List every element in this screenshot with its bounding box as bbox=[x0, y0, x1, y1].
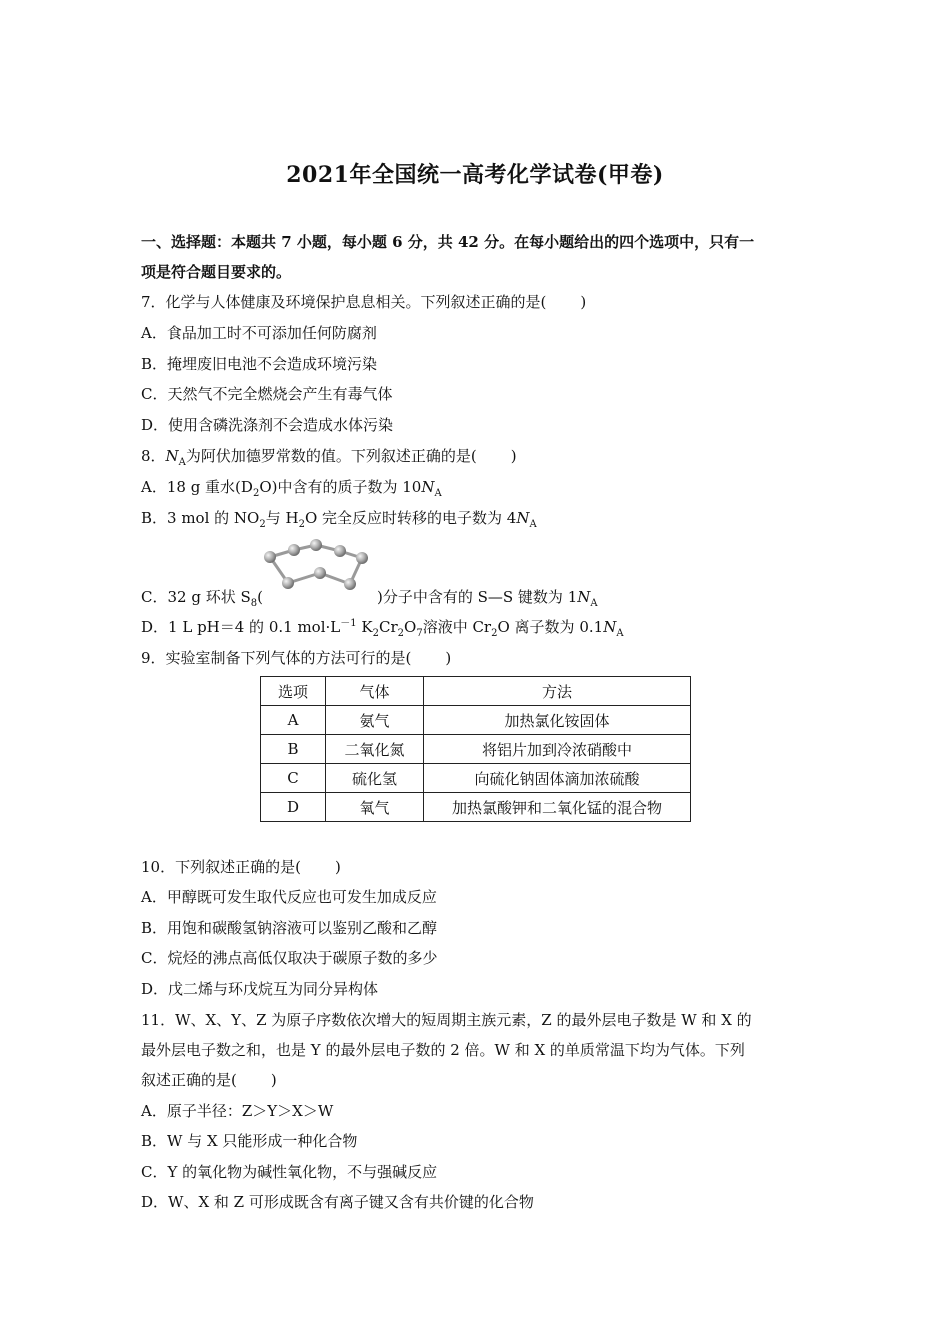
q7-stem-close: ) bbox=[580, 293, 587, 311]
q8-d-text: D．1 L pH＝4 的 0.1 mol·L bbox=[141, 618, 341, 636]
q10-stem-text: 10．下列叙述正确的是( bbox=[141, 858, 301, 876]
avogadro-subscript: A bbox=[178, 457, 186, 468]
q9-stem-close: ) bbox=[445, 649, 452, 667]
q8-number: 8． bbox=[141, 447, 166, 465]
table-row bbox=[261, 706, 691, 735]
sulfur-atom bbox=[288, 544, 300, 556]
table-header-row bbox=[261, 677, 691, 706]
q10-stem-close: ) bbox=[334, 858, 341, 876]
q8-c-text: C．32 g 环状 S bbox=[141, 588, 251, 606]
q11-stem-line2: 最外层电子数之和，也是 Y 的最外层电子数的 2 倍。W 和 X 的单质常温下均为气体。下列 bbox=[141, 1041, 745, 1059]
section-instructions-line2: 项是符合题目要求的。 bbox=[141, 263, 292, 281]
q8-d-text3: Cr bbox=[378, 618, 398, 636]
avogadro-symbol: N bbox=[603, 618, 617, 636]
q8-d-sup: －1 bbox=[340, 618, 357, 629]
table-cell: 将铝片加到冷浓硝酸中 bbox=[424, 735, 691, 764]
sulfur-atom bbox=[264, 551, 276, 563]
q8-stem bbox=[141, 446, 517, 466]
q8-c-text2: )分子中含有的 S—S 键数为 1 bbox=[376, 588, 578, 606]
q8-b-text2: 与 H bbox=[265, 509, 299, 527]
q11-option-b: B．W 与 X 只能形成一种化合物 bbox=[141, 1132, 358, 1150]
table-row bbox=[261, 764, 691, 793]
q10-option-a: A．甲醇既可发生取代反应也可发生加成反应 bbox=[141, 888, 437, 906]
q8-a-text: A．18 g 重水(D bbox=[141, 478, 253, 496]
q8-a-sub: 2 bbox=[252, 488, 260, 499]
q11-option-c: C．Y 的氧化物为碱性氧化物，不与强碱反应 bbox=[141, 1163, 438, 1181]
q7-stem bbox=[141, 292, 586, 312]
avogadro-subscript: A bbox=[616, 628, 624, 639]
s8-ring-molecule-figure bbox=[258, 535, 370, 591]
avogadro-symbol: N bbox=[421, 478, 435, 496]
q10-option-d: D．戊二烯与环戊烷互为同分异构体 bbox=[141, 980, 379, 998]
q11-stem-close: ) bbox=[270, 1071, 277, 1089]
q11-option-d: D．W、X 和 Z 可形成既含有离子键又含有共价键的化合物 bbox=[141, 1193, 534, 1211]
q10-option-b: B．用饱和碳酸氢钠溶液可以鉴别乙酸和乙醇 bbox=[141, 919, 438, 937]
q8-d-text5: 溶液中 Cr bbox=[422, 618, 492, 636]
q7-option-b: B．掩埋废旧电池不会造成环境污染 bbox=[141, 355, 378, 373]
q8-option-d bbox=[141, 617, 624, 637]
q8-stem-text: 为阿伏加德罗常数的值。下列叙述正确的是( bbox=[185, 447, 477, 465]
table-row bbox=[261, 793, 691, 822]
q11-stem-text: 叙述正确的是( bbox=[141, 1071, 237, 1089]
q7-option-d: D．使用含磷洗涤剂不会造成水体污染 bbox=[141, 416, 394, 434]
avogadro-symbol: N bbox=[516, 509, 530, 527]
avogadro-subscript: A bbox=[434, 488, 442, 499]
q9-stem bbox=[141, 648, 451, 668]
q10-option-c: C．烷烃的沸点高低仅取决于碳原子数的多少 bbox=[141, 949, 438, 967]
q8-b-text3: O 完全反应时转移的电子数为 4 bbox=[304, 509, 517, 527]
table-cell: 硫化氢 bbox=[326, 764, 424, 793]
q8-b-sub2: 2 bbox=[298, 519, 305, 530]
q8-d-text6: O 离子数为 0.1 bbox=[497, 618, 604, 636]
q7-stem-text: 7．化学与人体健康及环境保护息息相关。下列叙述正确的是( bbox=[141, 293, 547, 311]
q7-option-a: A．食品加工时不可添加任何防腐剂 bbox=[141, 324, 377, 342]
sulfur-atoms bbox=[264, 539, 368, 590]
q8-option-a bbox=[141, 477, 442, 497]
table-cell: 加热氯酸钾和二氧化锰的混合物 bbox=[424, 793, 691, 822]
table-header-cell: 选项 bbox=[261, 677, 326, 706]
page-title: 2021年全国统一高考化学试卷(甲卷) bbox=[286, 162, 664, 188]
avogadro-symbol: N bbox=[165, 447, 179, 465]
q8-d-text4: O bbox=[404, 618, 417, 636]
table-cell: B bbox=[261, 735, 326, 764]
q8-d-text2: K bbox=[356, 618, 373, 636]
table-header-cell: 气体 bbox=[326, 677, 424, 706]
q8-d-sub3: 7 bbox=[416, 628, 423, 639]
table-header-cell: 方法 bbox=[424, 677, 691, 706]
sulfur-atom bbox=[356, 552, 368, 564]
q8-option-b bbox=[141, 508, 537, 528]
table-cell: 加热氯化铵固体 bbox=[424, 706, 691, 735]
q8-stem-close: ) bbox=[510, 447, 517, 465]
sulfur-atom bbox=[314, 567, 326, 579]
table-cell: 氧气 bbox=[326, 793, 424, 822]
q8-c-sub: 8 bbox=[250, 598, 258, 609]
table-cell: 向硫化钠固体滴加浓硫酸 bbox=[424, 764, 691, 793]
table-row bbox=[261, 735, 691, 764]
q9-stem-text: 9．实验室制备下列气体的方法可行的是( bbox=[141, 649, 412, 667]
section-instructions-line1: 一、选择题：本题共 7 小题，每小题 6 分，共 42 分。在每小题给出的四个选项中，只有一 bbox=[141, 233, 755, 251]
table-cell: C bbox=[261, 764, 326, 793]
q8-b-sub1: 2 bbox=[259, 519, 266, 530]
q10-stem bbox=[141, 857, 341, 877]
sulfur-atom bbox=[334, 545, 346, 557]
table-cell: 氨气 bbox=[326, 706, 424, 735]
q9-options-table bbox=[260, 676, 691, 822]
table-cell: D bbox=[261, 793, 326, 822]
avogadro-subscript: A bbox=[590, 598, 598, 609]
table-cell: 二氧化氮 bbox=[326, 735, 424, 764]
q8-c-open: ( bbox=[257, 588, 263, 606]
q8-d-sub2: 2 bbox=[397, 628, 404, 639]
q8-a-text2: O)中含有的质子数为 10 bbox=[259, 478, 422, 496]
avogadro-symbol: N bbox=[577, 588, 591, 606]
q11-stem-line1: 11．W、X、Y、Z 为原子序数依次增大的短周期主族元素，Z 的最外层电子数是 W 和 X 的 bbox=[141, 1011, 752, 1029]
q11-stem-line3 bbox=[141, 1070, 277, 1090]
q8-d-sub1: 2 bbox=[372, 628, 379, 639]
q8-option-c bbox=[141, 587, 598, 607]
sulfur-atom bbox=[310, 539, 322, 551]
q8-b-text: B．3 mol 的 NO bbox=[141, 509, 260, 527]
table-cell: A bbox=[261, 706, 326, 735]
q11-option-a: A．原子半径：Z＞Y＞X＞W bbox=[141, 1102, 334, 1120]
q7-option-c: C．天然气不完全燃烧会产生有毒气体 bbox=[141, 385, 393, 403]
avogadro-subscript: A bbox=[529, 519, 537, 530]
q8-d-sub4: 2 bbox=[491, 628, 498, 639]
